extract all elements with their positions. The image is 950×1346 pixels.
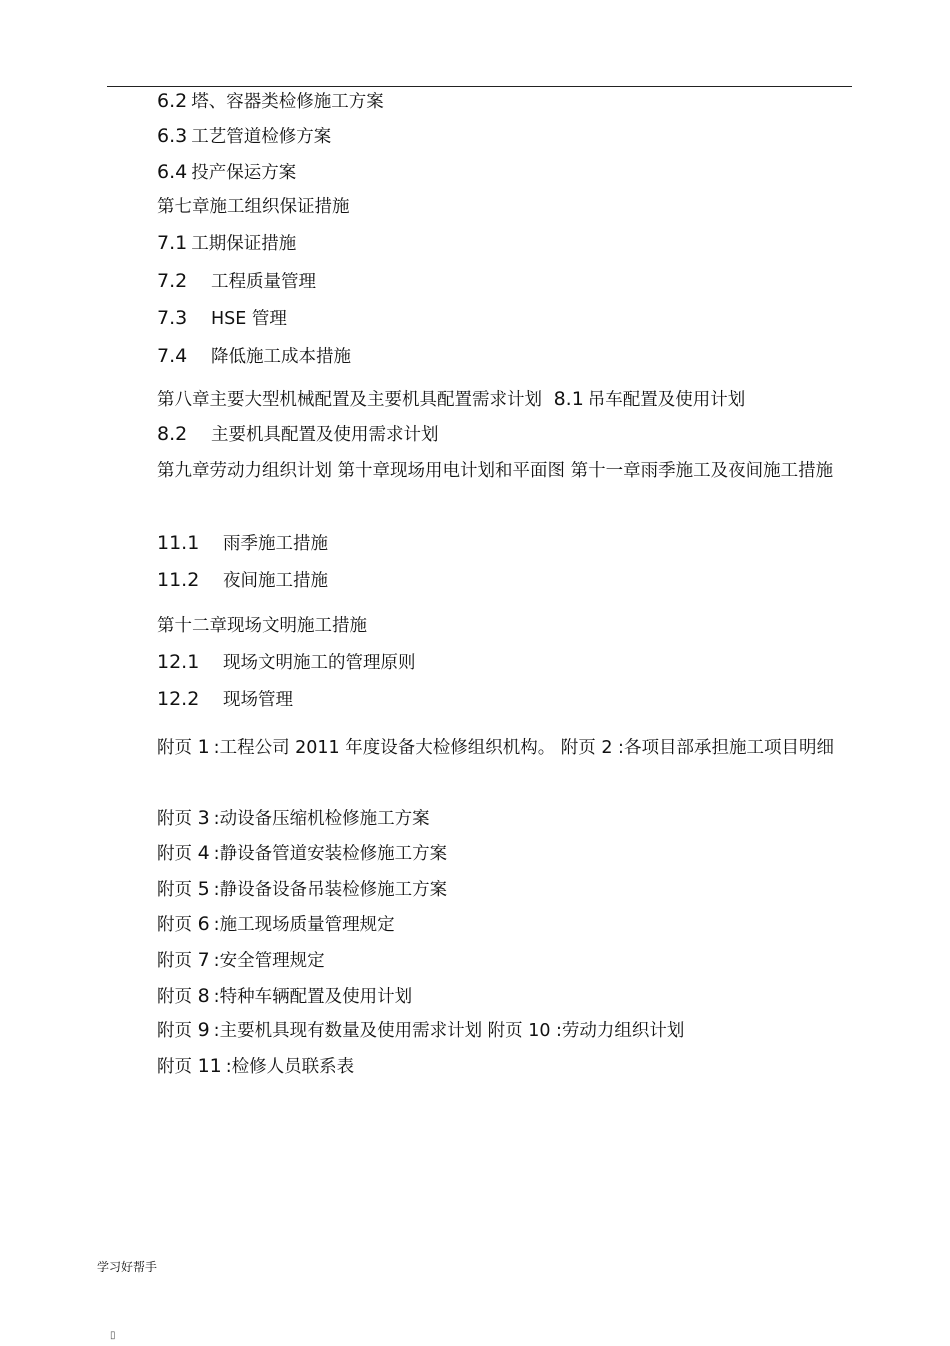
appendix-title: :主要机具现有数量及使用需求计划 附页 10 :劳动力组织计划 (213, 1021, 685, 1041)
toc-number: 7.4 (157, 345, 188, 367)
toc-number: 11.1 (157, 532, 200, 554)
appendix-title: :工程公司 2011 年度设备大检修组织机构。 附页 2 :各项目部承担施工项目明细 (213, 738, 834, 758)
toc-number: 7.3 (157, 307, 188, 329)
appendix-title: :安全管理规定 (213, 951, 325, 971)
appendix-number: 11 (197, 1055, 222, 1077)
toc-number: 8.1 (553, 388, 584, 410)
appendix-entry (157, 880, 447, 900)
appendix-title: :静设备管道安装检修施工方案 (213, 844, 448, 864)
appendix-label: 附页 (157, 915, 192, 935)
toc-entry (157, 272, 316, 292)
toc-title: 现场管理 (223, 690, 293, 710)
appendix-entry (157, 1021, 684, 1041)
toc-number: 12.2 (157, 688, 200, 710)
appendix-label: 附页 (157, 844, 192, 864)
appendix-number: 9 (197, 1019, 210, 1041)
toc-title: 第七章施工组织保证措施 (157, 197, 350, 217)
appendix-number: 3 (197, 807, 210, 829)
toc-entry (157, 127, 331, 147)
appendix-label: 附页 (157, 809, 192, 829)
toc-title: 雨季施工措施 (223, 534, 328, 554)
appendix-entry (157, 729, 857, 766)
appendix-label: 附页 (157, 987, 192, 1007)
appendix-title: :特种车辆配置及使用计划 (213, 987, 413, 1007)
appendix-label: 附页 (157, 1021, 192, 1041)
toc-number: 7.2 (157, 270, 188, 292)
appendix-label: 附页 (157, 880, 192, 900)
appendix-number: 5 (197, 878, 210, 900)
toc-number: 8.2 (157, 423, 188, 445)
appendix-number: 7 (197, 949, 210, 971)
toc-title: 工艺管道检修方案 (191, 127, 332, 147)
toc-title: 现场文明施工的管理原则 (223, 653, 416, 673)
appendix-title: :动设备压缩机检修施工方案 (213, 809, 430, 829)
toc-number: 6.2 (157, 90, 188, 112)
toc-entry (157, 163, 296, 183)
toc-title: 吊车配置及使用计划 (587, 390, 746, 410)
toc-title: 投产保运方案 (191, 163, 297, 183)
appendix-entry (157, 951, 325, 971)
toc-title: 第十二章现场文明施工措施 (157, 616, 367, 636)
toc-entry (157, 534, 328, 554)
toc-title: 夜间施工措施 (223, 571, 328, 591)
toc-entry (157, 347, 351, 367)
toc-entry (157, 309, 287, 329)
toc-entry (157, 92, 384, 112)
toc-entry (157, 571, 328, 591)
appendix-number: 8 (197, 985, 210, 1007)
appendix-number: 4 (197, 842, 210, 864)
toc-number: 6.3 (157, 125, 188, 147)
appendix-title: :检修人员联系表 (225, 1057, 355, 1077)
toc-title: 降低施工成本措施 (211, 347, 351, 367)
toc-entry (157, 425, 439, 445)
toc-number: 7.1 (157, 232, 188, 254)
toc-entry (157, 690, 293, 710)
appendix-entry (157, 1057, 354, 1077)
toc-chapter (157, 199, 350, 217)
toc-number: 11.2 (157, 569, 200, 591)
appendix-number: 6 (197, 913, 210, 935)
toc-entry (157, 653, 416, 673)
toc-chapter (157, 618, 367, 636)
toc-number: 12.1 (157, 651, 200, 673)
appendix-label: 附页 (157, 738, 192, 758)
appendix-label: 附页 (157, 951, 192, 971)
toc-title: 第九章劳动力组织计划 第十章现场用电计划和平面图 第十一章雨季施工及夜间施工措施 (157, 461, 834, 481)
appendix-entry (157, 809, 430, 829)
toc-title: 塔、容器类检修施工方案 (191, 92, 384, 112)
header-rule (107, 86, 852, 87)
appendix-number: 1 (197, 736, 210, 758)
appendix-label: 附页 (157, 1057, 192, 1077)
appendix-title: :施工现场质量管理规定 (213, 915, 395, 935)
toc-title: 工程质量管理 (211, 272, 316, 292)
toc-title: 主要机具配置及使用需求计划 (211, 425, 439, 445)
appendix-title: :静设备设备吊装检修施工方案 (213, 880, 448, 900)
appendix-entry (157, 987, 412, 1007)
toc-chapter (157, 390, 745, 410)
toc-entry (157, 234, 296, 254)
toc-title: 工期保证措施 (191, 234, 297, 254)
page-mark: ▯ (110, 1330, 116, 1341)
toc-number: 6.4 (157, 161, 188, 183)
appendix-entry (157, 844, 447, 864)
toc-title: HSE 管理 (211, 309, 287, 329)
footer-text: 学习好帮手 (97, 1260, 158, 1274)
toc-chapter (157, 453, 857, 489)
toc-title: 第八章主要大型机械配置及主要机具配置需求计划 (157, 390, 542, 410)
appendix-entry (157, 915, 395, 935)
